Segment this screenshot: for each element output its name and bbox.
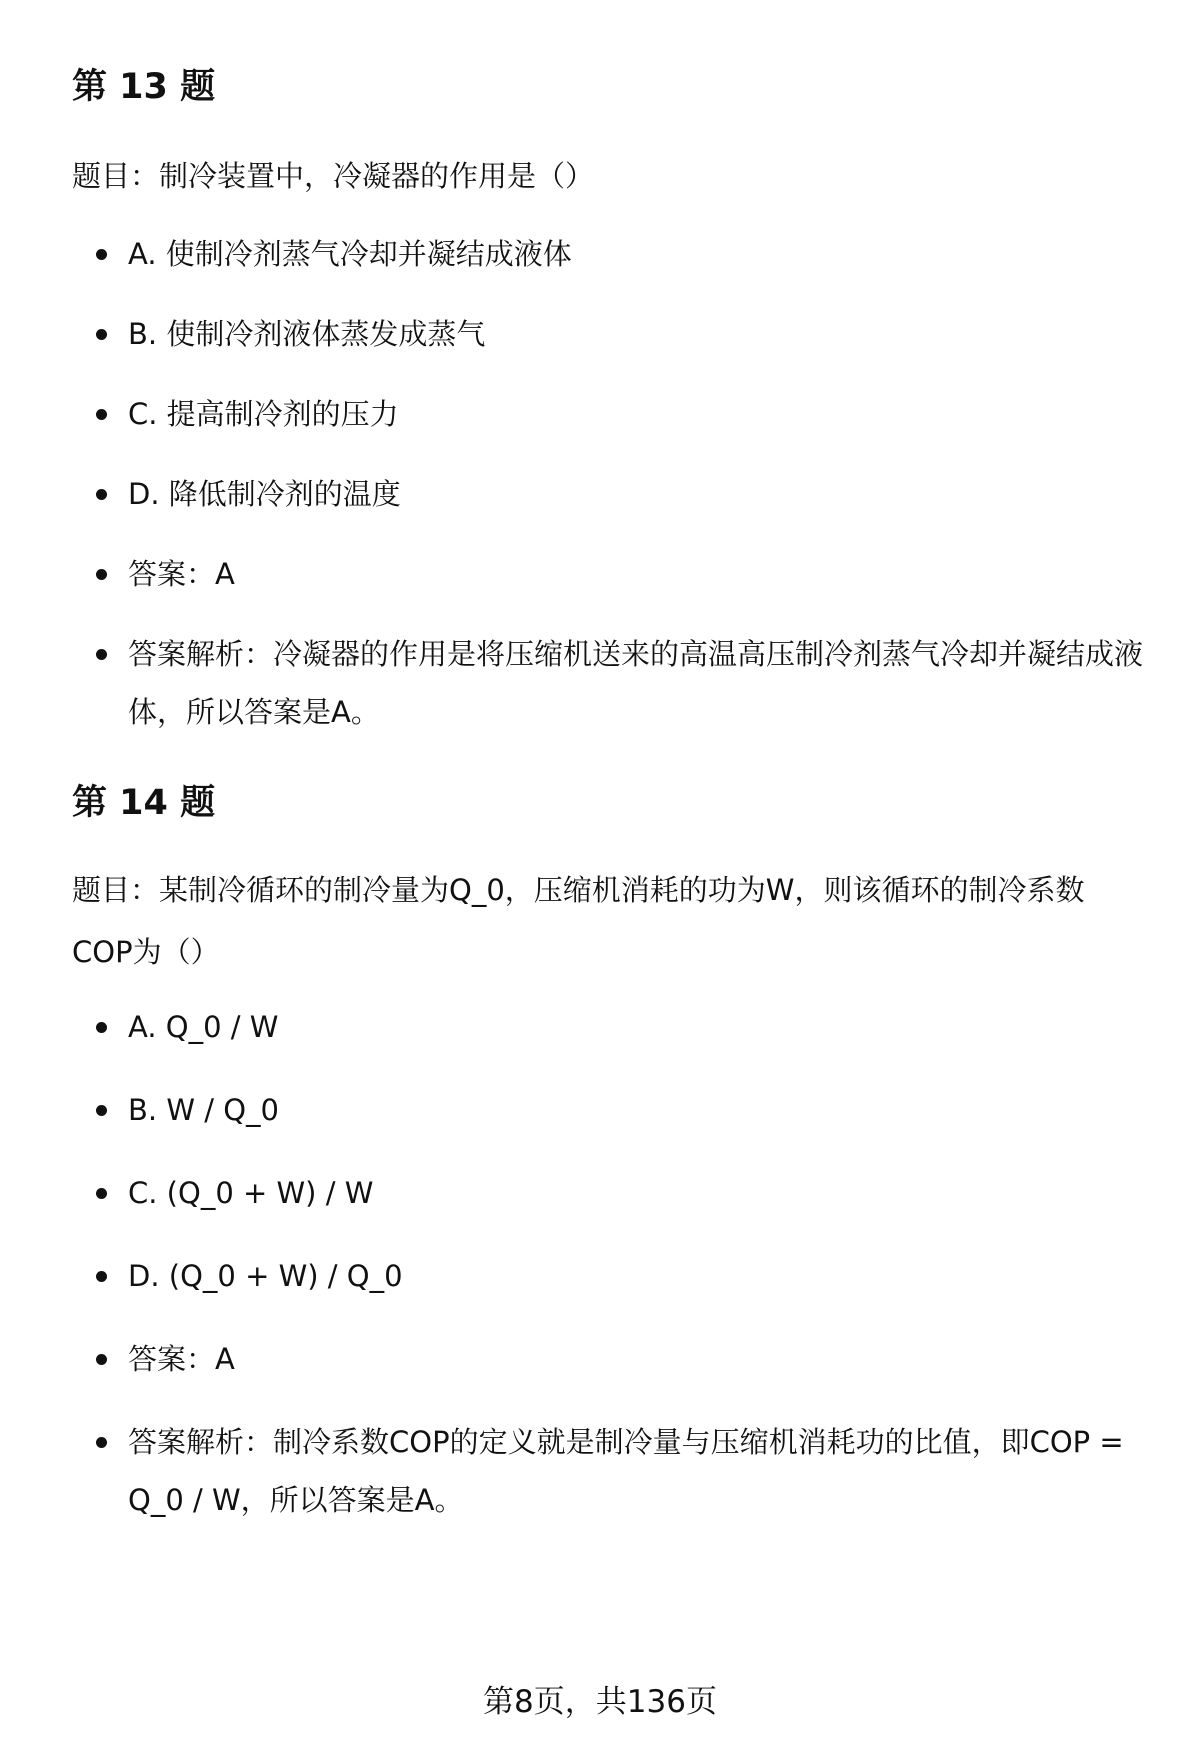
answer: 答案：A xyxy=(72,1330,1162,1388)
bullet-icon xyxy=(96,1188,107,1199)
question-title: 第 13 题 xyxy=(72,67,216,107)
option-d: D. (Q_0 + W) / Q_0 xyxy=(72,1247,1162,1305)
bullet-icon xyxy=(96,1022,107,1033)
bullet-icon xyxy=(96,1105,107,1116)
question-stem: 题目：某制冷循环的制冷量为Q_0，压缩机消耗的功为W，则该循环的制冷系数COP为（） xyxy=(72,873,1085,969)
option-c: C. 提高制冷剂的压力 xyxy=(72,385,1162,443)
bullet-icon xyxy=(96,569,107,580)
bullet-icon xyxy=(96,1437,107,1448)
option-list xyxy=(72,225,1162,741)
bullet-icon xyxy=(96,329,107,340)
option-a: A. Q_0 / W xyxy=(72,998,1162,1056)
answer-explanation: 答案解析：制冷系数COP的定义就是制冷量与压缩机消耗功的比值，即COP = Q_0 / W，所以答案是A。 xyxy=(72,1413,1162,1529)
bullet-icon xyxy=(96,1271,107,1282)
bullet-icon xyxy=(96,249,107,260)
question-stem: 题目：制冷装置中，冷凝器的作用是（） xyxy=(72,159,595,193)
option-list xyxy=(72,998,1162,1529)
page-footer: 第8页，共136页 xyxy=(483,1684,717,1720)
answer-explanation: 答案解析：冷凝器的作用是将压缩机送来的高温高压制冷剂蒸气冷却并凝结成液体，所以答案是A。 xyxy=(72,625,1162,741)
bullet-icon xyxy=(96,649,107,660)
bullet-icon xyxy=(96,489,107,500)
answer: 答案：A xyxy=(72,545,1162,603)
option-b: B. 使制冷剂液体蒸发成蒸气 xyxy=(72,305,1162,363)
option-c: C. (Q_0 + W) / W xyxy=(72,1164,1162,1222)
bullet-icon xyxy=(96,1354,107,1365)
option-a: A. 使制冷剂蒸气冷却并凝结成液体 xyxy=(72,225,1162,283)
option-d: D. 降低制冷剂的温度 xyxy=(72,465,1162,523)
bullet-icon xyxy=(96,409,107,420)
option-b: B. W / Q_0 xyxy=(72,1081,1162,1139)
question-title: 第 14 题 xyxy=(72,783,216,823)
